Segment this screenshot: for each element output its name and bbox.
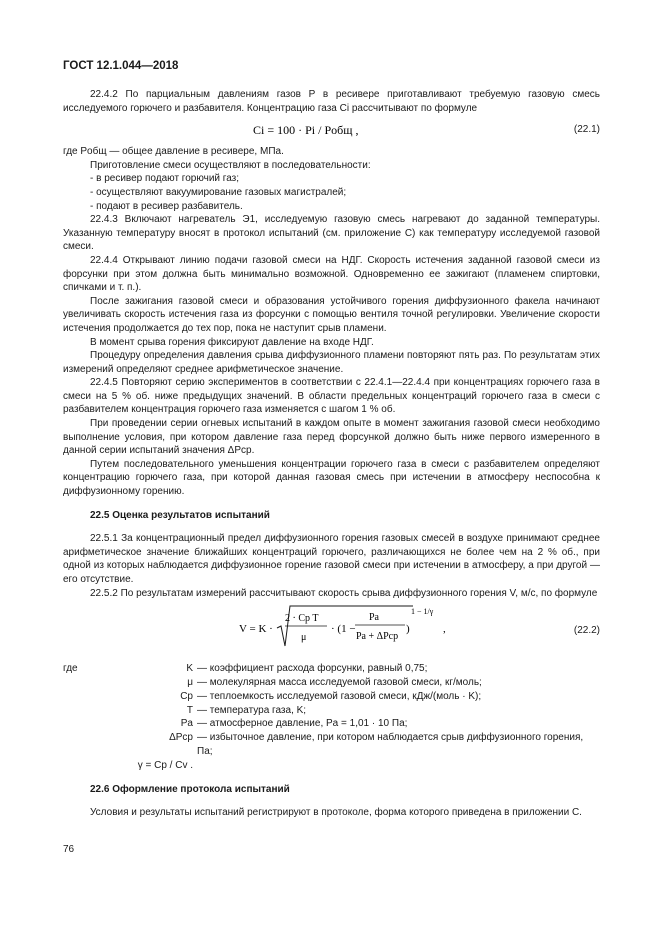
formula-22-1 (63, 115, 600, 145)
page-number: 76 (63, 844, 75, 855)
formula-22-2-graphic (63, 600, 600, 656)
formula-22-1-expression: Ci = 100 · Pi / Pобщ , (253, 123, 359, 138)
paragraph-ignition: После зажигания газовой смеси и образования устойчивого горения диффузионного факела начинают увеличивать скорость истечения газа из форсунки с помощью вентиля точной регулировки. Увеличение скорости истечения продолжается до тех пор, пока не наступит срыв пламени. (63, 295, 600, 334)
paragraph-22-5-2: 22.5.2 По результатам измерений рассчитывают скорость срыва диффузионного горения V, м/с, по формуле (90, 587, 598, 599)
paragraph-22-4-4: 22.4.4 Открывают линию подачи газовой смеси на НДГ. Скорость истечения заданной газовой смеси из форсунки при этом должна быть минимально возможной. Одновременно ее зажигают (пламенем спиртовки, спичками и т. п.). (63, 254, 600, 294)
paragraph-22-4-2: 22.4.2 По парциальным давлениям газов P в ресивере приготавливают требуемую газовую смесь исследуемого горючего и разбавителя. Концентрацию газа Ci рассчитывают по формуле (63, 89, 600, 114)
where-total-pressure: где Pобщ — общее давление в ресивере, МПа. (63, 146, 284, 158)
definition-symbol: K (186, 663, 193, 675)
paragraph-breakoff: В момент срыва горения фиксируют давление на входе НДГ. (90, 336, 374, 348)
definition-item (63, 731, 600, 759)
definition-symbol: Pa (180, 718, 193, 730)
definition-symbol: γ = Cp / Cv . (137, 759, 193, 771)
paragraph-22-6: Условия и результаты испытаний регистрируют в протоколе, форма которого приведена в приложении С. (90, 807, 582, 819)
formula-22-2-lhs: V = K · (239, 623, 273, 636)
page-content (63, 88, 600, 820)
formula-22-2-exponent: 1 − 1/γ (411, 607, 434, 617)
formula-22-1-number: (22.1) (573, 124, 600, 136)
definition-symbol: T (186, 704, 193, 716)
definition-text: — избыточное давление, при котором наблюдается срыв диффузионного горения, Па; (197, 732, 584, 757)
paragraph-fire-tests: При проведении серии огневых испытаний в каждом опыте в момент зажигания газовой смеси необходимо выполнение условия, при котором давление газа перед форсункой должно быть ниже первого измеренного в данной серии испытаний значения ΔPср. (63, 418, 600, 457)
where-label: где (63, 663, 78, 675)
mixture-prep-intro: Приготовление смеси осуществляют в последовательности: (90, 159, 371, 171)
document-header: ГОСТ 12.1.044—2018 (63, 60, 179, 72)
definition-item (63, 676, 600, 690)
formula-22-1-graphic (63, 115, 600, 145)
definition-item (63, 759, 600, 773)
paragraph-22-4-5: 22.4.5 Повторяют серию экспериментов в соответствии с 22.4.1—22.4.4 при концентрациях горючего газа в смеси на 5 % об. ниже предыдущих значений. В области предельных концентраций горючего газа в смеси с разбавителем концентрация горючего газа изменяется с шагом 1 % об. (63, 377, 600, 416)
paragraph-22-5-1: 22.5.1 За концентрационный предел диффузионного горения газовых смесей в воздухе принимают среднее арифметическое значение ближайших концентраций горючего, различающихся не более чем на 2 % об., при одной из которых наблюдается диффузионное горение газовой смеси при истечении в атмосферу, а при другой — его отсутствие. (63, 533, 600, 585)
section-title-22-6: 22.6 Оформление протокола испытаний (90, 783, 290, 795)
formula-22-2-num-left: 2 · Cp T (285, 613, 319, 625)
definition-text: — коэффициент расхода форсунки, равный 0,75; (197, 663, 428, 675)
formula-22-2-number: (22.2) (573, 625, 600, 637)
definition-item (63, 662, 600, 676)
formula-22-2-close: ) (406, 623, 410, 636)
formula-22-2-comma: , (443, 623, 446, 636)
definition-symbol: ΔPср (169, 732, 193, 744)
paragraph-concentration-decrease: Путем последовательного уменьшения концентрации горючего газа в смеси с разбавителем определяют концентрацию горючего газа, при которой данная газовая смесь при истечении в атмосферу неспособна к диффузионному горению. (63, 458, 600, 498)
symbol-definitions (63, 662, 600, 772)
definition-item (63, 690, 600, 704)
formula-22-2-open: · (1 − (331, 623, 356, 636)
formula-22-2-den-left: μ (301, 632, 307, 644)
mixture-prep-step: - в ресивер подают горючий газ; (90, 173, 240, 185)
definition-text: — теплоемкость исследуемой газовой смеси, кДж/(моль · K); (197, 690, 482, 702)
paragraph-22-4-3: 22.4.3 Включают нагреватель Э1, исследуемую газовую смесь нагревают до заданной температуры. Указанную температуру вносят в протокол испытаний (см. приложение С) как температуру исследуемой газовой смеси. (63, 214, 600, 253)
formula-22-2 (63, 600, 600, 656)
definition-text: — молекулярная масса исследуемой газовой смеси, кг/моль; (197, 676, 482, 688)
paragraph-repeat: Процедуру определения давления срыва диффузионного пламени повторяют пять раз. По результатам этих измерений определяют среднее арифметическое значение. (63, 350, 600, 375)
mixture-prep-step: - подают в ресивер разбавитель. (90, 200, 243, 212)
section-title-22-5: 22.5 Оценка результатов испытаний (90, 509, 270, 521)
mixture-prep-step: - осуществляют вакуумирование газовых магистралей; (90, 186, 347, 198)
definition-text: — атмосферное давление, Pa = 1,01 · 10 Па; (197, 718, 408, 730)
definition-item (63, 717, 600, 731)
definition-symbol: Cp (180, 690, 193, 702)
definition-symbol: μ (187, 676, 193, 688)
definition-item (63, 704, 600, 718)
definition-text (193, 759, 600, 773)
formula-22-2-den-frac: Pa + ΔPср (356, 631, 399, 643)
definition-text: — температура газа, K; (197, 704, 307, 716)
formula-22-2-num-frac: Pa (369, 612, 379, 624)
